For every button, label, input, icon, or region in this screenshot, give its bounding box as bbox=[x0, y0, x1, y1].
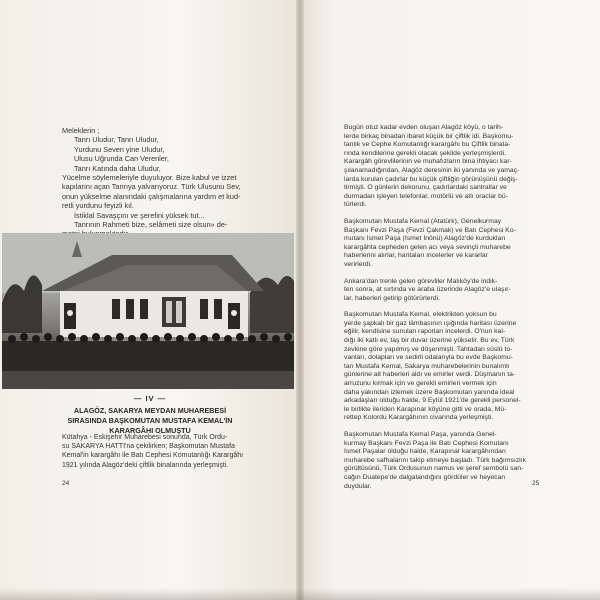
body-line: 1921 yılında Alagöz'deki çiftlik binalarında yerleşmişti. bbox=[62, 461, 229, 469]
page-number-right: 25 bbox=[532, 480, 540, 487]
body-line: su SAKARYA HATTI'na çekilirken; Başkomutan Mustafa bbox=[62, 443, 235, 451]
body-line: verirlerdi. bbox=[344, 260, 372, 268]
body-line: şılanamadığından, Alagöz deresinin iki yanında ve yamaç- bbox=[344, 166, 520, 174]
chapter-heading bbox=[8, 394, 292, 436]
body-line: tirmişti. O günlerin dekorunu, çadırlardaki santrallar ve bbox=[344, 184, 507, 192]
body-line: Karargâh görevlilerinin ve muhafızların bina ihtiyacı kar- bbox=[344, 158, 512, 166]
body-line: Kütahya - Eskişehir Muharebesi sonunda, Türk Ordu- bbox=[62, 434, 228, 441]
body-line: Bugün otuz kadar evden oluşan Alagöz köyü, o tarih- bbox=[344, 124, 504, 131]
poem-line: Yurdunu Seven yine Uludur, bbox=[74, 144, 165, 154]
body-line: eğilir, kendisine sunulan raporları incelerdi. O'nun kal- bbox=[344, 328, 506, 336]
body-line: zevkine göre yapılmış ve döşenmişti. Tahtadan süslü to- bbox=[344, 345, 513, 353]
body-line: Başkomutan Mustafa Kemal Paşa, yanında Genel- bbox=[344, 431, 497, 438]
paragraph bbox=[344, 278, 540, 304]
chapter-numeral: — IV — bbox=[133, 394, 167, 403]
body-line: arkadaşları olduğu halde, 9 Eylül 1921'de gerekli personel- bbox=[344, 397, 521, 405]
headquarters-photo bbox=[2, 233, 294, 389]
body-line: Ankara'dan trenle gelen görevliler Malıköy'de indik- bbox=[344, 277, 498, 285]
body-line: larda kurulan çadırlar bu küçük çiftliğin görünüşünü değiş- bbox=[344, 175, 518, 183]
body-line: Başkomutan Mustafa Kemal, elektrikten yoksun bu bbox=[344, 311, 497, 319]
paragraph bbox=[344, 311, 540, 423]
poem-line: Tanrı Katında daha Uludur, bbox=[74, 163, 161, 173]
body-line: karargâhta cepheden gelen acı veya sevinçli muharebe bbox=[344, 243, 511, 251]
body-line: daha yakından izlemek üzere Başkomutan yanında ideal bbox=[344, 388, 515, 396]
body-line: tanlık ve Cephe Komutanlığı karargâhı bu Çiftlik binala- bbox=[344, 141, 511, 149]
poem-line: Meleklerin ; bbox=[62, 126, 100, 135]
chapter-title-line: SIRASINDA BAŞKOMUTAN MUSTAFA KEMAL'İN bbox=[67, 416, 233, 425]
poem-line: Yücelme söylemeleriyle duyuluyor. Bize kabul ve izzet bbox=[62, 173, 237, 183]
body-line: kurmay Başkanı Fevzi Paşa ile Batı Cephesi Komutanı bbox=[344, 439, 509, 447]
paragraph bbox=[344, 431, 540, 491]
poem-line: İstiklal Savaşçını ve şerefini yüksek tut... bbox=[74, 210, 205, 220]
body-line: İsmet Paşalar olduğu halde, Karapınar karargâhından bbox=[344, 448, 506, 456]
body-line: duydular. bbox=[344, 482, 372, 490]
body-line: le birlikte ileriden Karapınar köyüne gitti ve orada, Mü- bbox=[344, 405, 507, 413]
body-line: mutanı İsmet Paşa (İsmet İnönü) Alagöz'de kurdukları bbox=[344, 235, 506, 243]
right-body-text bbox=[344, 124, 540, 499]
left-body-text bbox=[62, 433, 288, 470]
headquarters-photo-drawing bbox=[2, 233, 294, 389]
poem-block bbox=[62, 126, 288, 239]
body-line: haberlerini alırlar, haritaları incelerler ve kararlar bbox=[344, 252, 488, 260]
page-number-left: 24 bbox=[62, 480, 70, 487]
body-line: Başkanı Fevzi Paşa (Fevzi Çakmak) ve Batı Cephesi Ko- bbox=[344, 226, 516, 234]
paragraph bbox=[344, 124, 540, 210]
body-line: lar, haberleri getirip götürürlerdi. bbox=[344, 294, 440, 302]
body-line: arruzunu kırmak için ve gerekli emirleri vermek için bbox=[344, 380, 497, 388]
body-line: rettep Kolordu Karargâhının civarında yerleşmişti. bbox=[344, 414, 494, 422]
body-line: Kemal'in karargâhı ile Batı Cephesi Komutanlığı Karargâhı bbox=[62, 452, 244, 460]
body-line: durmadan işleyen telefonlar, motörlü ve atlı oraclar bü- bbox=[344, 192, 508, 200]
chapter-title-line: ALAGÖZ, SAKARYA MEYDAN MUHAREBESİ bbox=[73, 406, 227, 415]
body-line: günlerine ait haberleri aldı ve emirler verdi. Düşmanın ta- bbox=[344, 371, 516, 379]
body-line: gürültüsünü, Türk Ordusunun namus ve şeref sembolü san- bbox=[344, 465, 524, 473]
poem-line: retli yurdunu feyizli kıl. bbox=[62, 201, 134, 211]
body-line: ten sonra, at sırtında ve araba üzerinde Alagöz'e ulaşır- bbox=[344, 286, 511, 294]
poem-line: Tanrının Rahmeti bize, selâmeti size olsun» de- bbox=[74, 220, 228, 230]
paragraph bbox=[344, 218, 540, 270]
book-gutter bbox=[296, 0, 304, 600]
chapter-title-line: KARARGÂHI OLMUŞTU bbox=[109, 426, 191, 435]
body-line: cağın Duatepe'de dalgalandığını gördüler ve heyecan bbox=[344, 473, 506, 481]
body-line: dığı iki katlı ev, taş bir duvar üzerine yükselir. Bu ev, Türk bbox=[344, 337, 515, 345]
body-line: Başkomutan Mustafa Kemal (Atatürk), Genelkurmay bbox=[344, 217, 502, 225]
page-shadow bbox=[0, 588, 600, 600]
body-line: yerde şapkalı bir gaz lâmbasının ışığında haritası üzerine bbox=[344, 319, 517, 327]
poem-line: Ulusu Uğrunda Can Verenler, bbox=[74, 154, 169, 164]
poem-line: kapılarını açan Tanrıya yalvarıyoruz. Türk Ulusunu Sev, bbox=[62, 182, 241, 192]
body-line: rında kendilerine gerekli olacak şekilde yerleşmişlerdi. bbox=[344, 149, 507, 157]
body-line: tan Mustafa Kemal, Sakarya muharebelerinin bunalımlı bbox=[344, 362, 510, 370]
poem-line: Tanrı Uludur, Tanrı Uludur, bbox=[74, 135, 159, 145]
poem-line: onun yükselme alanındaki çalışmalarına yardım et kud- bbox=[62, 191, 241, 201]
body-line: türlerdi. bbox=[344, 201, 367, 209]
body-line: muharebe safhalarını takip etmeye başladı. Türk bağımsızlık bbox=[344, 456, 526, 464]
body-line: vanları, dolapları ve sedirli odalarıyla bu evde Başkomu- bbox=[344, 354, 513, 362]
body-line: lerde birkaç binadan ibaret küçük bir çiftlik idi. Başkomu- bbox=[344, 132, 514, 140]
